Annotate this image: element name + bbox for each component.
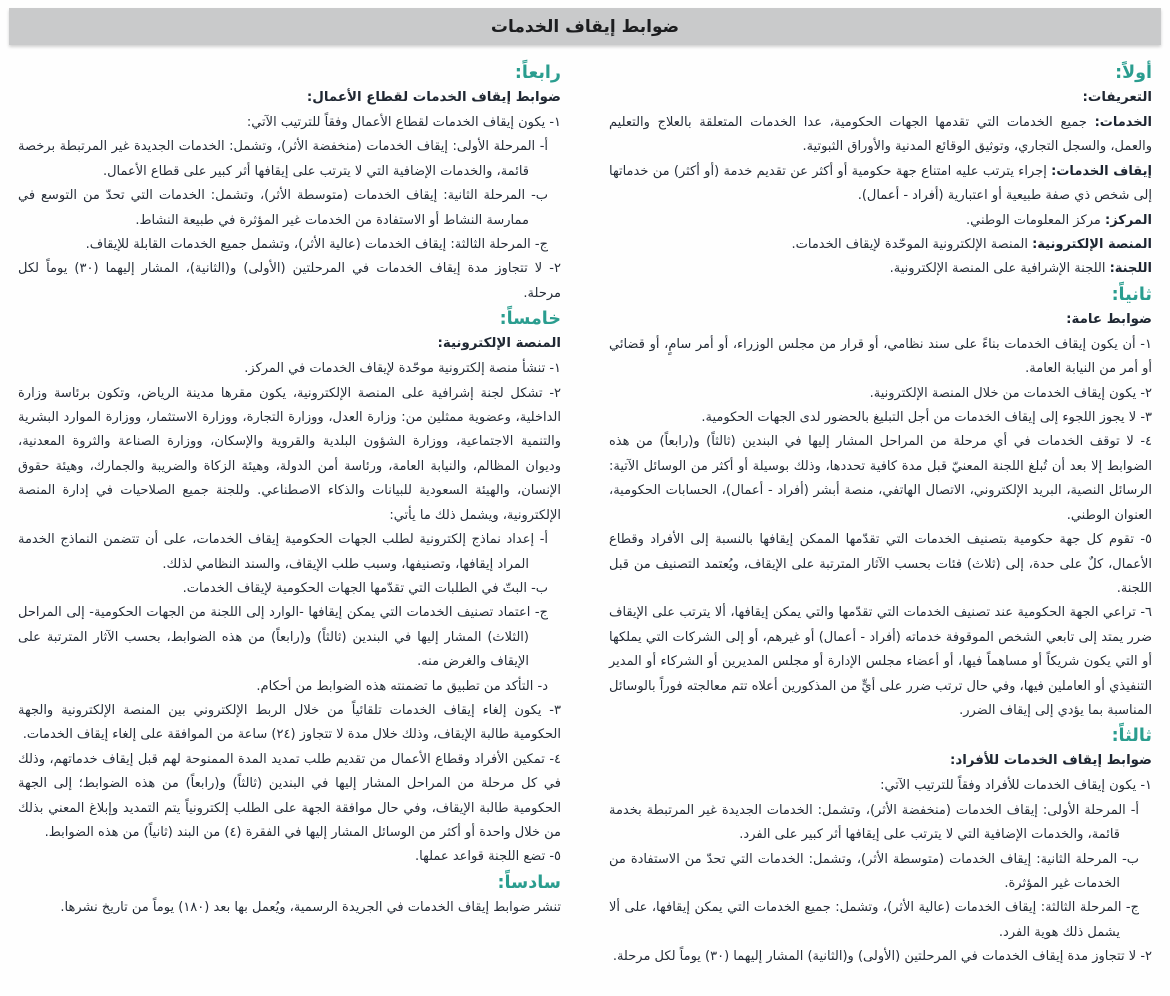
paragraph-text: أ- المرحلة الأولى: إيقاف الخدمات (منخفضة الأثر)، وتشمل: الخدمات الجديدة غير المرتبطة برخصة قائمة، والخدمات الإضافية التي لا يترتب على إيقافها أثر كبير على قطاع الأعمال. — [18, 139, 548, 179]
section-heading: ثالثاً: — [1111, 726, 1152, 747]
section-heading: ثانياً: — [1111, 284, 1152, 305]
paragraph — [18, 896, 561, 920]
paragraph — [18, 675, 561, 699]
paragraph — [609, 601, 1152, 723]
paragraph — [609, 257, 1152, 281]
section-right-1 — [609, 285, 1152, 724]
paragraph-text: اللجنة الإشرافية على المنصة الإلكترونية. — [889, 261, 1110, 277]
paragraph-text: تنشر ضوابط إيقاف الخدمات في الجريدة الرسمية، ويُعمل بها بعد (١٨٠) يوماً من تاريخ نشرها. — [60, 899, 561, 915]
term-label: المنصة الإلكترونية: — [1032, 237, 1152, 253]
paragraph-text: ٢- لا تتجاوز مدة إيقاف الخدمات في المرحلتين (الأولى) و(الثانية) المشار إليهما (٣٠) يوماً لكل مرحلة. — [612, 949, 1152, 965]
section-subheading: التعريفات: — [1082, 90, 1152, 105]
document-content — [18, 60, 1152, 992]
paragraph-text: مركز المعلومات الوطني. — [966, 212, 1105, 228]
paragraph-text: ١- تنشأ منصة إلكترونية موحّدة لإيقاف الخدمات في المركز. — [244, 361, 561, 377]
paragraph — [18, 528, 561, 577]
paragraph-text: ج- المرحلة الثالثة: إيقاف الخدمات (عالية الأثر)، وتشمل جميع الخدمات القابلة للإيقاف. — [85, 237, 548, 253]
section-subheading: المنصة الإلكترونية: — [437, 336, 561, 352]
paragraph-text: أ- المرحلة الأولى: إيقاف الخدمات (منخفضة الأثر)، وتشمل: الخدمات الجديدة غير المرتبطة بخدمة قائمة، والخدمات الإضافية التي لا يترتب على إيقافها أثر كبير على الفرد. — [609, 802, 1139, 843]
term-label: اللجنة: — [1109, 261, 1152, 277]
paragraph — [18, 357, 561, 381]
paragraph — [609, 160, 1152, 209]
section-right-2 — [609, 726, 1152, 969]
paragraph — [609, 111, 1152, 160]
paragraph-text: ٥- تقوم كل جهة حكومية بتصنيف الخدمات التي تقدّمها الممكن إيقافها بالنسبة إلى الأفراد وقطاع الأعمال، كلٌ على حدة، إلى (ثلاث) فئات بحسب الآثار المترتبة على الإيقاف، ويُعتمد التصنيف من قبل اللجنة. — [609, 532, 1152, 596]
paragraph-text: ١- يكون إيقاف الخدمات للأفراد وفقاً للترتيب الآتي: — [880, 778, 1152, 794]
column-left — [18, 60, 561, 992]
paragraph-text: ج- اعتماد تصنيف الخدمات التي يمكن إيقافها -الوارد إلى اللجنة من الجهات الحكومية- إلى المراحل (الثلاث) المشار إليها في البندين (ثالثاً) و(رابعاً) من هذه الضوابط، بحسب الآثار المترتبة على الإيقاف والغرض منه. — [18, 605, 548, 670]
paragraph-text: ب- المرحلة الثانية: إيقاف الخدمات (متوسطة الأثر)، وتشمل: الخدمات التي تحدّ من الاستفادة من الخدمات غير المؤثرة. — [609, 851, 1139, 891]
section-left-2 — [18, 873, 561, 920]
paragraph-text: ٤- تمكين الأفراد وقطاع الأعمال من تقديم طلب تمديد المدة الممنوحة لهم قبل إيقاف خدماتهم، وذلك في كل مرحلة من المراحل المشار إليها في البندين (ثالثاً) و(رابعاً) من هذه الضوابط؛ إلى الجهة الحكومية طالبة الإيقاف، وفي حال موافقة الجهة على الطلب إلكترونياً يتم التمديد وإبلاغ المعني بذلك من خلال واحدة أو أكثر من الوسائل المشار إليها في الفقرة (٤) من البند (ثانياً) من هذه الضوابط. — [18, 751, 561, 840]
paragraph-text: المنصة الإلكترونية الموحّدة لإيقاف الخدمات. — [791, 237, 1033, 253]
paragraph — [18, 111, 561, 135]
paragraph-text: ١- أن يكون إيقاف الخدمات بناءً على سند نظامي، أو قرار من مجلس الوزراء، أو أمر سامٍ، أو قضائي أو أمر من النيابة العامة. — [609, 336, 1152, 377]
paragraph — [609, 799, 1152, 848]
paragraph — [609, 406, 1152, 430]
paragraph — [609, 209, 1152, 233]
paragraph — [18, 184, 561, 233]
term-label: المركز: — [1105, 212, 1152, 228]
section-left-0 — [18, 63, 561, 306]
paragraph — [18, 233, 561, 257]
section-subheading: ضوابط إيقاف الخدمات للأفراد: — [949, 753, 1152, 769]
paragraph — [609, 528, 1152, 601]
paragraph — [609, 233, 1152, 257]
section-heading: سادساً: — [497, 872, 561, 893]
document-title-bar — [9, 8, 1161, 45]
paragraph-text: د- التأكد من تطبيق ما تضمنته هذه الضوابط من أحكام. — [256, 678, 548, 694]
paragraph-text: ٢- يكون إيقاف الخدمات من خلال المنصة الإلكترونية. — [869, 385, 1152, 401]
paragraph — [609, 430, 1152, 528]
paragraph-text: ب- المرحلة الثانية: إيقاف الخدمات (متوسطة الأثر)، وتشمل: الخدمات التي تحدّ من التوسع في ممارسة النشاط أو الاستفادة من الخدمات غير المؤثرة في طبيعة النشاط. — [18, 188, 548, 228]
paragraph-text: ٢- لا تتجاوز مدة إيقاف الخدمات في المرحلتين (الأولى) و(الثانية)، المشار إليهما (٣٠) يوماً لكل مرحلة. — [18, 261, 561, 301]
paragraph-text: ٥- تضع اللجنة قواعد عملها. — [415, 849, 561, 865]
paragraph — [18, 699, 561, 748]
paragraph-text: ١- يكون إيقاف الخدمات لقطاع الأعمال وفقاً للترتيب الآتي: — [246, 115, 561, 130]
paragraph — [609, 382, 1152, 406]
paragraph-text: إجراء يترتب عليه امتناع جهة حكومية أو أكثر عن تقديم خدمة (أو أكثر) من خدماتها إلى شخص ذي صفة طبيعية أو اعتبارية (أفراد - أعمال). — [609, 163, 1152, 204]
paragraph-text: ٣- لا يجوز اللجوء إلى إيقاف الخدمات من أجل التبليغ بالحضور لدى الجهات الحكومية. — [701, 410, 1152, 426]
term-label: إيقاف الخدمات: — [1051, 163, 1152, 179]
paragraph — [609, 333, 1152, 382]
paragraph-text: ٦- تراعي الجهة الحكومية عند تصنيف الخدمات التي تقدّمها والتي يمكن إيقافها، ألا يترتب على الإيقاف ضرر يمتد إلى تابعي الشخص الموقوفة خدماته (أفراد - أعمال) أو غيرهم، أو إلى الشركات التي يملكها أو التي يكون شريكاً أو مساهماً فيها، أو أعضاء مجلس الإدارة أو مجلس المديرين أو الشركاء أو المدير التنفيذي أو العاملين فيها، وفي حال ترتب ضرر على أيٍّ من المذكورين أعلاه تتم معالجته فوراً بالوسائل المناسبة بما يؤدي إلى إيقاف الضرر. — [609, 605, 1152, 718]
section-left-1 — [18, 309, 561, 870]
paragraph — [18, 257, 561, 306]
paragraph — [609, 848, 1152, 897]
section-heading: رابعاً: — [514, 63, 561, 83]
section-subheading: ضوابط إيقاف الخدمات لقطاع الأعمال: — [306, 90, 561, 105]
paragraph — [18, 382, 561, 528]
section-subheading: ضوابط عامة: — [1066, 311, 1152, 327]
paragraph-text: ٢- تشكل لجنة إشرافية على المنصة الإلكترونية، يكون مقرها مدينة الرياض، وتكون برئاسة وزارة الداخلية، وعضوية ممثلين من: وزارة العدل، ووزارة التجارة، ووزارة الاستثمار، ووزارة الموارد البشرية والتنمية الاجتماعية، ووزارة الشؤون البلدية والقروية والإسكان، ووزارة الصناعة والثروة المعدنية، وديوان المظالم، والنيابة العامة، ورئاسة أمن الدولة، وهيئة الزكاة والضريبة والجمارك، وهيئة حقوق الإنسان، والهيئة السعودية للبيانات والذكاء الاصطناعي. وللجنة جميع الصلاحيات في إدارة المنصة الإلكترونية، ويشمل ذلك ما يأتي: — [18, 385, 561, 523]
paragraph — [18, 845, 561, 869]
paragraph-text: ب- البتّ في الطلبات التي تقدّمها الجهات الحكومية لإيقاف الخدمات. — [182, 580, 548, 596]
paragraph — [18, 748, 561, 846]
paragraph — [609, 896, 1152, 945]
paragraph — [609, 774, 1152, 798]
section-heading: خامساً: — [499, 309, 561, 330]
paragraph-text: ج- المرحلة الثالثة: إيقاف الخدمات (عالية الأثر)، وتشمل: جميع الخدمات التي يمكن إيقافها، على ألا يشمل ذلك هوية الفرد. — [609, 900, 1139, 940]
paragraph-text: ٣- يكون إلغاء إيقاف الخدمات تلقائياً من خلال الربط الإلكتروني بين المنصة الإلكترونية والجهة الحكومية طالبة الإيقاف، وذلك خلال مدة لا تتجاوز (٢٤) ساعة من الموافقة على إلغاء إيقاف الخدمات. — [18, 702, 561, 743]
paragraph — [18, 135, 561, 184]
paragraph-text: جميع الخدمات التي تقدمها الجهات الحكومية، عدا الخدمات المتعلقة بالعلاج والتعليم والعمل، والسجل التجاري، وتوثيق الوقائع المدنية والأوراق الثبوتية. — [609, 115, 1152, 155]
paragraph — [18, 577, 561, 601]
paragraph — [18, 601, 561, 674]
paragraph-text: أ- إعداد نماذج إلكترونية لطلب الجهات الحكومية إيقاف الخدمات، على أن تتضمن النماذج الخدمة المراد إيقافها، وتصنيفها، وسبب طلب الإيقاف، والسند النظامي لذلك. — [18, 532, 548, 572]
paragraph-text: ٤- لا توقف الخدمات في أي مرحلة من المراحل المشار إليها في البندين (ثالثاً) و(رابعاً) من هذه الضوابط إلا بعد أن تُبلغ اللجنة المعنيّ قبل مدة كافية تحددها، وذلك بوسيلة أو أكثر من الوسائل الآتية: الرسائل النصية، البريد الإلكتروني، الاتصال الهاتفي، منصة أبشر (أفراد - أعمال)، الحسابات الحكومية، العنوان الوطني. — [609, 434, 1152, 523]
column-right — [609, 60, 1152, 992]
paragraph — [609, 945, 1152, 969]
section-heading: أولاً: — [1115, 63, 1152, 83]
section-right-0 — [609, 63, 1152, 282]
page-title: ضوابط إيقاف الخدمات — [490, 16, 680, 37]
term-label: الخدمات: — [1094, 115, 1152, 130]
